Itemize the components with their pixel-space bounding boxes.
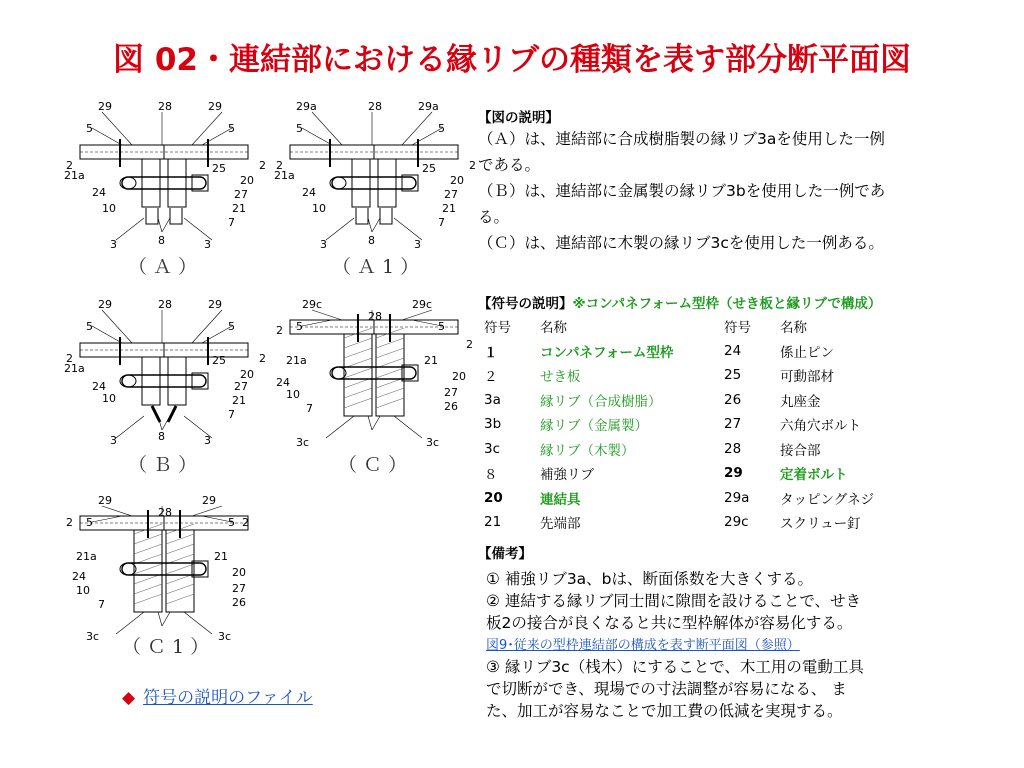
name-cell: せき板 [540, 369, 581, 386]
label-7: 7 [306, 402, 313, 415]
symbol-cell: 3c [484, 440, 501, 457]
name-cell: コンパネフォーム型枠 [540, 344, 674, 361]
label-24: 24 [302, 186, 316, 199]
remark-item: ② 連結する縁リブ同士間に隙間を設けることで、せき [486, 592, 862, 610]
symbol-cell: 3b [484, 416, 502, 433]
label-21: 21 [232, 394, 246, 407]
name-cell: 係止ピン [780, 344, 834, 361]
label-25: 25 [212, 162, 226, 175]
label-28: 28 [368, 100, 382, 113]
label-28: 28 [158, 506, 172, 519]
label-24: 24 [72, 570, 86, 583]
label-21a: 21a [64, 169, 85, 182]
name-cell: 可動部材 [780, 369, 834, 386]
label-27: 27 [444, 386, 458, 399]
remark-item: 板2の接合が良くなると共に型枠解体が容易化する。 [486, 614, 853, 632]
legend-heading: 【符号の説明】 [478, 296, 573, 312]
cross-section-diagram [272, 100, 482, 265]
explanation-line: である。 [478, 156, 541, 174]
label-5-right: 5 [438, 122, 445, 135]
name-cell: 六角穴ボルト [780, 418, 861, 435]
name-cell: 定着ボルト [780, 467, 848, 484]
symbol-cell: 28 [724, 440, 742, 457]
label-21: 21 [442, 202, 456, 215]
label-24: 24 [92, 186, 106, 199]
name-cell: スクリュー釘 [780, 516, 861, 533]
label-27: 27 [234, 380, 248, 393]
label-3-left: 3 [320, 238, 327, 251]
label-5-right: 5 [228, 320, 235, 333]
label-10: 10 [102, 392, 116, 405]
cross-section-diagram [62, 100, 272, 265]
label-3c-left: 3c [296, 436, 310, 449]
label-20: 20 [240, 368, 254, 381]
label-7: 7 [98, 598, 105, 611]
label-2-left: 2 [276, 159, 283, 172]
figure-caption: （Ａ1） [332, 256, 426, 278]
diamond-icon: ◆ [122, 688, 136, 708]
name-cell: 接合部 [780, 442, 821, 459]
label-29-left: 29 [98, 100, 112, 113]
label-29-right: 29 [208, 298, 222, 311]
name-cell: 縁リブ（合成樹脂） [540, 393, 662, 410]
label-25: 25 [422, 162, 436, 175]
symbol-cell: 24 [724, 342, 742, 359]
symbol-cell: 26 [724, 391, 742, 408]
symbol-cell: 29c [724, 514, 749, 531]
figure-caption: （Ａ） [128, 256, 204, 278]
label-29-right: 29 [202, 494, 216, 507]
symbol-cell: １ [484, 344, 498, 361]
col-header: 名称 [780, 320, 807, 337]
label-3-left: 3 [110, 434, 117, 447]
explanation-line: （Ｃ）は、連結部に木製の縁リブ3cを使用した一例ある。 [478, 234, 884, 252]
remarks-heading: 【備考】 [478, 546, 532, 562]
label-2-left: 2 [66, 516, 73, 529]
name-cell: 補強リブ [540, 467, 594, 484]
table-row [478, 437, 950, 462]
figure-explanation [478, 106, 958, 256]
label-21a: 21a [274, 169, 295, 182]
symbol-cell: ２ [484, 369, 498, 386]
label-27: 27 [444, 188, 458, 201]
label-20: 20 [450, 174, 464, 187]
table-row [478, 510, 950, 535]
label-3-right: 3 [204, 238, 211, 251]
explanation-line: （Ａ）は、連結部に合成樹脂製の縁リブ3aを使用した一例 [478, 130, 885, 148]
label-2-right: 2 [469, 159, 476, 172]
label-3c-left: 3c [86, 630, 100, 643]
table-row [478, 388, 950, 413]
label-10: 10 [76, 584, 90, 597]
figure-b [62, 298, 272, 476]
label-10: 10 [312, 202, 326, 215]
label-3-left: 3 [110, 238, 117, 251]
label-5-left: 5 [296, 122, 303, 135]
table-row [478, 339, 950, 364]
label-29c-right: 29c [412, 298, 433, 311]
table-row [478, 486, 950, 511]
label-29a-left: 29a [296, 100, 317, 113]
symbol-legend [478, 292, 978, 535]
name-cell: 縁リブ（木製） [540, 442, 635, 459]
label-2-left: 2 [276, 324, 283, 337]
figure-a [62, 100, 272, 278]
label-5-left: 5 [296, 320, 303, 333]
name-cell: 連結具 [540, 491, 581, 508]
label-29a-right: 29a [418, 100, 439, 113]
figure-c [272, 298, 482, 476]
label-21: 21 [214, 550, 228, 563]
label-7: 7 [228, 216, 235, 229]
symbol-cell: 21 [484, 514, 502, 531]
remark-item: で切断ができ、現場での寸法調整が容易になる、 ま [486, 680, 847, 698]
figure-caption: （Ｂ） [128, 454, 204, 476]
figure-c1 [62, 494, 272, 659]
symbol-cell: 29a [724, 489, 750, 506]
label-2-right: 2 [466, 338, 473, 351]
col-header: 符号 [724, 320, 751, 337]
legend-heading-row [478, 292, 978, 312]
label-20: 20 [452, 370, 466, 383]
table-row [478, 363, 950, 388]
symbol-cell: 29 [724, 465, 743, 482]
label-28: 28 [368, 310, 382, 323]
legend-heading-note: ※コンパネフォーム型枠（せき板と縁リブで構成） [572, 296, 882, 312]
label-7: 7 [438, 216, 445, 229]
figure-a1 [272, 100, 482, 278]
label-25: 25 [212, 354, 226, 367]
label-21: 21 [232, 202, 246, 215]
explanation-heading: 【図の説明】 [478, 110, 559, 126]
label-3-right: 3 [204, 434, 211, 447]
label-26: 26 [444, 400, 458, 413]
symbol-cell: 3a [484, 391, 501, 408]
label-5-left: 5 [86, 122, 93, 135]
label-20: 20 [240, 174, 254, 187]
label-2-right: 2 [259, 352, 266, 365]
label-28: 28 [158, 298, 172, 311]
name-cell: 縁リブ（金属製） [540, 418, 648, 435]
reference-figure-link[interactable]: 図9･従来の型枠連結部の構成を表す断平面図（参照） [486, 638, 800, 653]
label-5-right: 5 [228, 516, 235, 529]
label-21a: 21a [76, 550, 97, 563]
name-cell: タッピングネジ [780, 491, 875, 508]
label-21: 21 [424, 354, 438, 367]
figure-caption: （Ｃ1） [122, 636, 216, 658]
label-3-right: 3 [414, 238, 421, 251]
label-24: 24 [92, 380, 106, 393]
label-10: 10 [102, 202, 116, 215]
col-header: 名称 [540, 320, 567, 337]
label-5-right: 5 [438, 320, 445, 333]
figure-caption: （Ｃ） [338, 454, 414, 476]
label-21a: 21a [286, 354, 307, 367]
label-5-right: 5 [228, 122, 235, 135]
label-21a: 21a [64, 362, 85, 375]
explanation-line: る。 [478, 208, 510, 226]
label-2-left: 2 [66, 159, 73, 172]
table-row [478, 461, 950, 486]
explanation-line: （Ｂ）は、連結部に金属製の縁リブ3bを使用した一例であ [478, 182, 886, 200]
remark-item: ① 補強リブ3a、bは、断面係数を大きくする。 [486, 570, 814, 588]
label-5-left: 5 [86, 516, 93, 529]
label-28: 28 [158, 100, 172, 113]
remarks-section [478, 542, 948, 722]
label-7: 7 [228, 408, 235, 421]
name-cell: 先端部 [540, 516, 581, 533]
col-header: 符号 [484, 320, 511, 337]
symbol-cell: 20 [484, 489, 503, 506]
label-5-left: 5 [86, 320, 93, 333]
label-10: 10 [286, 388, 300, 401]
label-29-left: 29 [98, 494, 112, 507]
cross-section-diagram [62, 298, 272, 463]
symbol-table [478, 314, 950, 535]
symbol-cell: 25 [724, 367, 742, 384]
label-29c-left: 29c [302, 298, 323, 311]
label-29-right: 29 [208, 100, 222, 113]
label-2-left: 2 [66, 352, 73, 365]
label-2-right: 2 [259, 159, 266, 172]
remark-item: た、加工が容易なことで加工費の低減を実現する。 [486, 702, 843, 720]
page-title: 図 02・連結部における縁リブの種類を表す部分断平面図 [113, 42, 911, 78]
table-header-row [478, 314, 950, 339]
label-29-left: 29 [98, 298, 112, 311]
label-2-right: 2 [242, 516, 249, 529]
name-cell: 丸座金 [780, 393, 821, 410]
label-3c-right: 3c [218, 630, 232, 643]
symbol-file-link[interactable]: 符号の説明のファイル [143, 688, 313, 708]
label-26: 26 [232, 596, 246, 609]
symbol-cell: ８ [484, 467, 498, 484]
label-8: 8 [158, 430, 165, 443]
label-3c-right: 3c [426, 436, 440, 449]
label-8: 8 [158, 234, 165, 247]
label-20: 20 [232, 566, 246, 579]
symbol-cell: 27 [724, 416, 742, 433]
remark-item: ③ 縁リブ3c（桟木）にすることで、木工用の電動工具 [486, 658, 864, 676]
symbol-file-link-row [122, 683, 313, 708]
label-8: 8 [368, 234, 375, 247]
table-row [478, 412, 950, 437]
label-27: 27 [234, 188, 248, 201]
label-24: 24 [276, 376, 290, 389]
cross-section-diagram [272, 298, 482, 463]
label-27: 27 [232, 582, 246, 595]
